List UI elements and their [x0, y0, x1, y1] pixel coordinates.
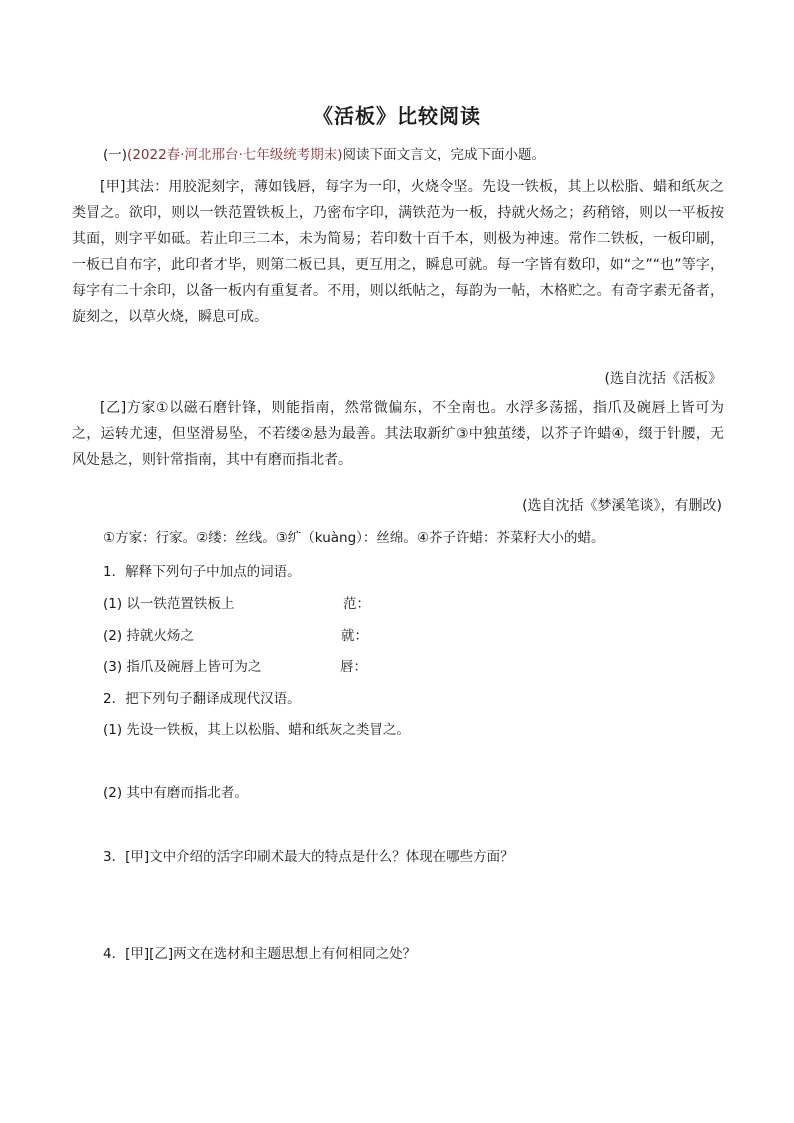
passage-b: [乙]方家①以磁石磨针锋，则能指南，然常微偏东，不全南也。水浮多荡摇，指爪及碗唇上皆可为之，运转尤速，但坚滑易坠，不若缕②悬为最善。其法取新纩③中独茧缕，以芥子许蜡④，缀于针腰，无风处悬之，则针常指南，其中有磨而指北者。 — [72, 400, 724, 468]
question-3: 3．[甲]文中介绍的活字印刷术最大的特点是什么？体现在哪些方面？ — [103, 849, 514, 865]
exam-source: (2022春·河北邢台·七年级统考期末) — [127, 147, 343, 163]
q1-item-2-word: 就： — [341, 628, 368, 644]
intro-instruction: 阅读下面文言文，完成下面小题。 — [342, 147, 546, 163]
source-b: (选自沈括《梦溪笔谈》，有删改) — [522, 498, 722, 514]
page-title: 《活板》比较阅读 — [313, 104, 481, 128]
passage-a: [甲]其法：用胶泥刻字，薄如钱唇，每字为一印，火烧令坚。先设一铁板，其上以松脂、蜡和纸灰之类冒之。欲印，则以一铁范置铁板上，乃密布字印，满铁范为一板，持就火炀之；药稍镕，则以一平板按其面，则字平如砥。若止印三二本，未为简易；若印数十百千本，则极为神速。常作二铁板，一板印刷，一板已自布字，此印者才毕，则第二板已具，更互用之，瞬息可就。每一字皆有数印，如“之”“也”等字，每字有二十余印，以备一板内有重复者。不用，则以纸帖之，每韵为一帖，木格贮之。有奇字素无备者，旋刻之，以草火烧，瞬息可成。 — [72, 179, 724, 325]
question-4: 4．[甲][乙]两文在选材和主题思想上有何相同之处？ — [103, 946, 417, 962]
footnotes: ①方家：行家。②缕：丝线。③纩（kuàng）：丝绵。④芥子许蜡：芥菜籽大小的蜡。 — [103, 530, 605, 546]
q1-item-3: (3) 指爪及碗唇上皆可为之 — [103, 659, 262, 675]
q1-item-2: (2) 持就火炀之 — [103, 628, 194, 644]
source-a: (选自沈括《活板》 — [604, 371, 722, 387]
question-2: 2．把下列句子翻译成现代汉语。 — [103, 691, 301, 707]
q2-item-2: (2) 其中有磨而指北者。 — [103, 785, 248, 801]
q2-item-1: (1) 先设一铁板，其上以松脂、蜡和纸灰之类冒之。 — [103, 722, 410, 738]
intro-line — [103, 145, 545, 165]
q1-item-1: (1) 以一铁范置铁板上 — [103, 596, 235, 612]
q1-item-3-word: 唇： — [340, 659, 367, 675]
q1-item-1-word: 范： — [343, 596, 370, 612]
section-label: (一) — [103, 147, 128, 163]
question-1: 1．解释下列句子中加点的词语。 — [103, 564, 301, 580]
